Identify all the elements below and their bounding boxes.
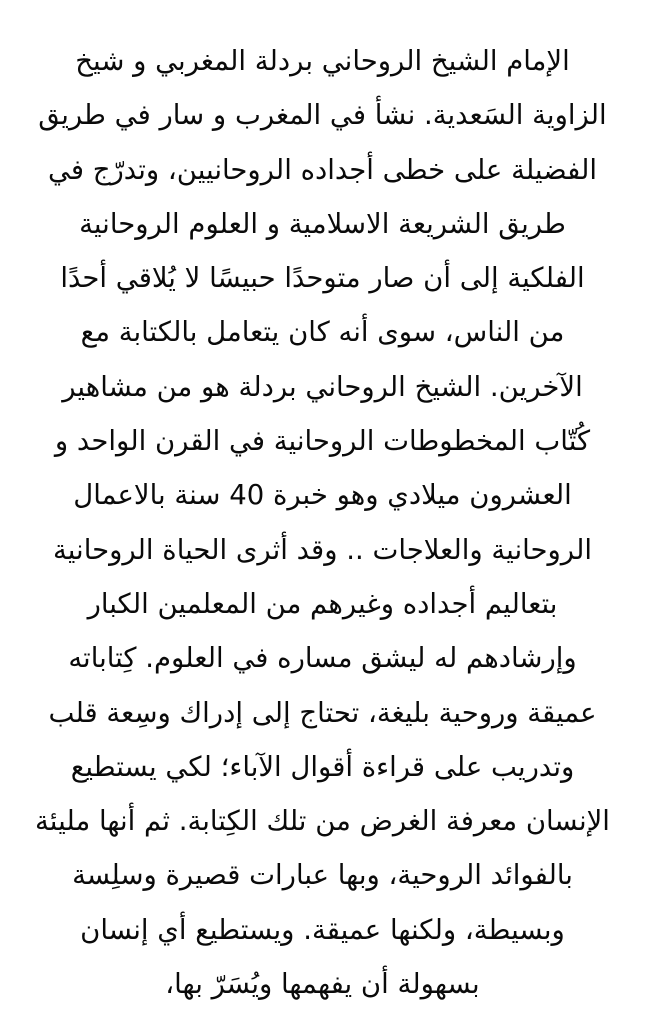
text-line: بسهولة أن يفهمها ويُسَرّ بها، <box>165 968 480 1001</box>
text-line: الفضيلة على خطى أجداده الروحانيين، وتدرّج في <box>47 153 598 186</box>
text-line: الروحانية والعلاجات .. وقد أثرى الحياة الروحانية <box>53 533 592 566</box>
text-line: عميقة وروحية بليغة، تحتاج إلى إدراك وسِعة قلب <box>48 696 597 729</box>
text-line: وبسيطة، ولكنها عميقة. ويستطيع أي إنسان <box>80 913 565 946</box>
text-line: بالفوائد الروحية، وبها عبارات قصيرة وسلِسة <box>72 859 573 892</box>
article-body <box>22 34 623 1011</box>
text-line: الزاوية السَعدية. نشأ في المغرب و سار في طريق <box>38 99 607 132</box>
text-line: كُتّاب المخطوطات الروحانية في القرن الواحد و <box>54 425 591 458</box>
text-line: الإنسان معرفة الغرض من تلك الكِتابة. ثم أنها مليئة <box>35 805 610 838</box>
text-line: الفلكية إلى أن صار متوحدًا حبيسًا لا يُلاقي أحدًا <box>60 262 585 295</box>
text-line: الآخرين. الشيخ الروحاني بردلة هو من مشاهير <box>62 370 583 403</box>
text-line: بتعاليم أجداده وغيرهم من المعلمين الكبار <box>87 587 558 620</box>
text-line: طريق الشريعة الاسلامية و العلوم الروحانية <box>79 207 566 240</box>
text-line: العشرون ميلادي وهو خبرة 40 سنة بالاعمال <box>73 479 572 512</box>
text-line: وتدريب على قراءة أقوال الآباء؛ لكي يستطيع <box>70 750 575 783</box>
text-line: وإرشادهم له ليشق مساره في العلوم. كِتاباته <box>68 642 577 675</box>
text-line: الإمام الشيخ الروحاني بردلة المغربي و شيخ <box>75 45 570 77</box>
text-line: من الناس، سوى أنه كان يتعامل بالكتابة مع <box>80 316 565 349</box>
